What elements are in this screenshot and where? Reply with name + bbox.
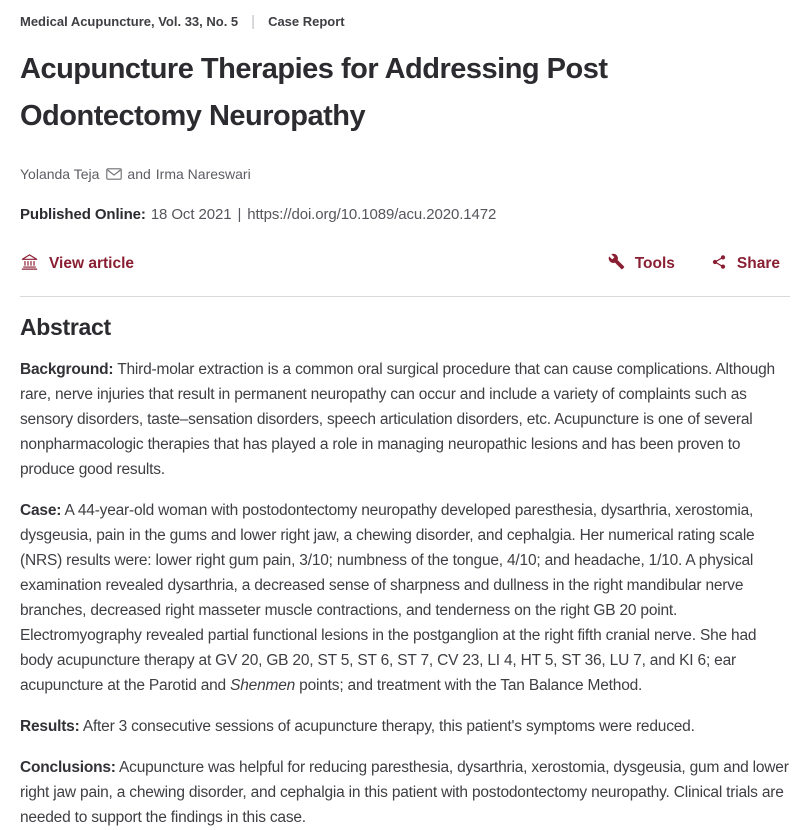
doi-link[interactable]: https://doi.org/10.1089/acu.2020.1472 (247, 206, 497, 223)
envelope-icon[interactable] (106, 167, 122, 183)
tools-button[interactable] (608, 253, 675, 275)
toolbar-right-group (608, 253, 780, 275)
case-italic-term: Shenmen (230, 677, 296, 694)
abstract-results-paragraph (20, 714, 790, 739)
article-toolbar (20, 252, 790, 276)
header-separator: | (251, 13, 256, 30)
author-name-2[interactable]: Irma Nareswari (155, 166, 251, 182)
section-divider (20, 296, 790, 297)
institution-icon (20, 252, 39, 276)
share-label: Share (736, 255, 780, 272)
background-text: Third-molar extraction is a common oral surgical procedure that can cause complications. Although rare, nerve injuries that result in permanent neuropathy can occur and include a variety of complaints such as sensory disorders, taste–sensation disorders, speech articulation disorders, etc. Acupuncture is one of several nonpharmacologic therapies that has played a role in managing neuropathic lesions and has been proven to produce good results. (20, 361, 775, 478)
abstract-heading: Abstract (20, 314, 111, 340)
share-icon (711, 254, 727, 275)
published-label: Published Online: (20, 206, 146, 223)
published-separator: | (237, 206, 242, 223)
conclusions-label: Conclusions: (20, 759, 116, 776)
share-button[interactable] (711, 253, 780, 275)
authors-conjunction: and (127, 166, 151, 182)
journal-citation-link[interactable]: Medical Acupuncture, Vol. 33, No. 5 (20, 14, 239, 29)
results-text: After 3 consecutive sessions of acupuncture therapy, this patient's symptoms were reduced. (79, 718, 695, 735)
background-label: Background: (20, 361, 114, 378)
article-title: Acupuncture Therapies for Addressing Post Odontectomy Neuropathy (20, 53, 608, 132)
wrench-icon (608, 253, 625, 275)
view-article-label: View article (49, 255, 135, 272)
author-line (20, 165, 790, 183)
article-category-link[interactable]: Case Report (268, 14, 345, 29)
case-text-part1: A 44-year-old woman with postodontectomy neuropathy developed paresthesia, dysarthria, xerostomia, dysgeusia, pain in the gums and lower right jaw, a chewing disorder, and cephalgia. Her numerical rating scale (NRS) results were: lower right gum pain, 3/10; numbness of the tongue, 4/10; and headache, 1/10. A physical examination revealed dysarthria, a decreased sense of sharpness and dullness in the right mandibular nerve branches, decreased right masseter muscle contractions, and tenderness on the right GB 20 point. Electromyography revealed partial functional lesions in the postganglion at the right fifth cranial nerve. She had body acupuncture therapy at GV 20, GB 20, ST 5, ST 6, ST 7, CV 23, LI 4, HT 5, ST 36, LU 7, and KI 6; ear acupuncture at the Parotid and (20, 502, 757, 694)
published-date: 18 Oct 2021 (150, 206, 232, 223)
results-label: Results: (20, 718, 80, 735)
conclusions-text: Acupuncture was helpful for reducing paresthesia, dysarthria, xerostomia, dysgeusia, gum and lower right jaw pain, a chewing disorder, and cephalgia in this patient with postodontectomy neuropathy. Clinical trials are needed to support the findings in this case. (20, 759, 789, 826)
case-label: Case: (20, 502, 62, 519)
view-article-button[interactable] (20, 252, 134, 276)
journal-header (20, 13, 790, 30)
abstract-background-paragraph (20, 357, 790, 482)
tools-label: Tools (634, 255, 675, 272)
abstract-case-paragraph (20, 498, 790, 698)
abstract-conclusions-paragraph (20, 755, 790, 830)
case-text-part2: points; and treatment with the Tan Balance Method. (295, 677, 643, 694)
published-line (20, 206, 790, 223)
author-name-1[interactable]: Yolanda Teja (20, 166, 100, 182)
